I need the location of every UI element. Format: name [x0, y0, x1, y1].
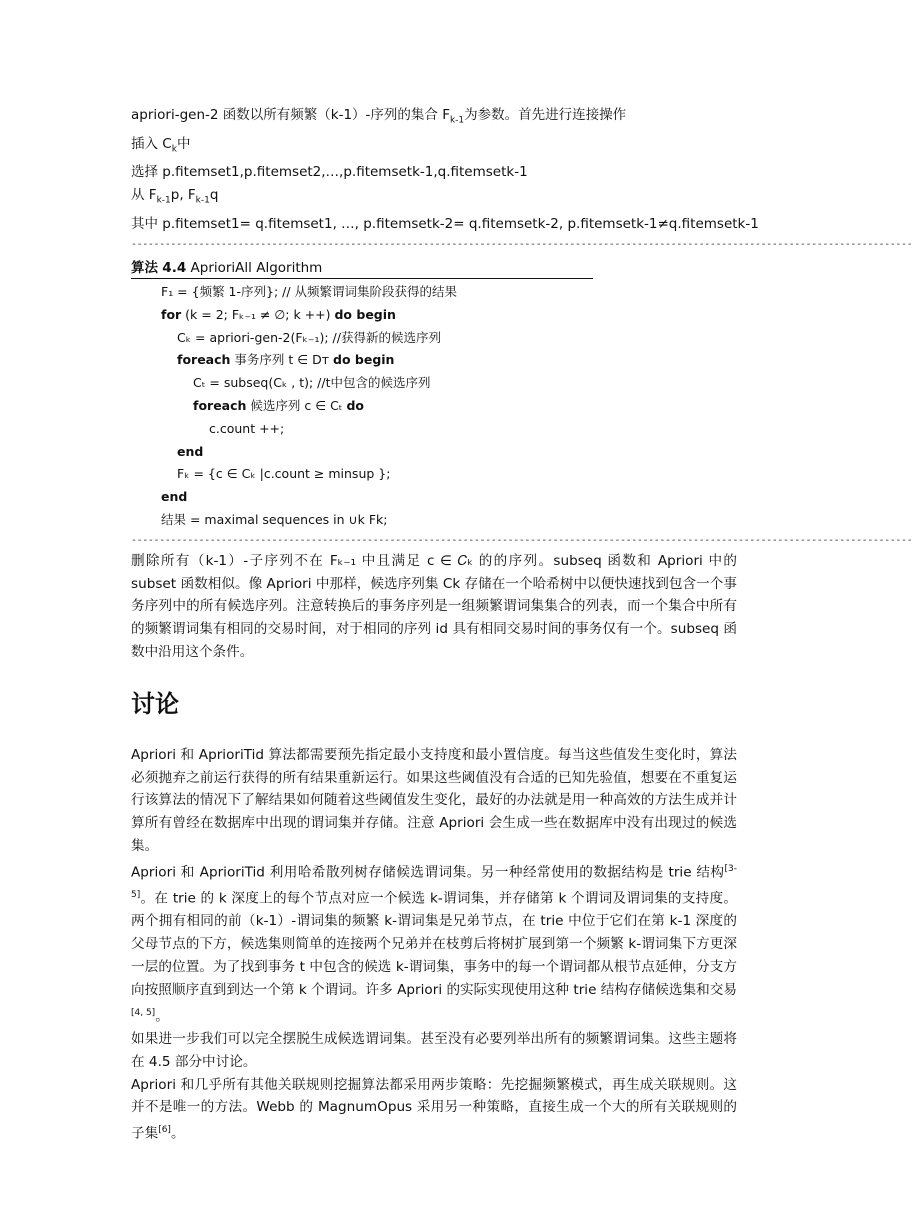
algo-line-2: for (k = 2; Fₖ₋₁ ≠ ∅; k ++) do begin [161, 306, 396, 322]
divider-bottom: ------------------------------------------------------------------------------------------------------------------------------------------- [131, 534, 912, 546]
intro-line-3: 选择 p.fitemset1,p.fitemset2,…,p.fitemsetk-1,q.fitemsetk-1 [131, 164, 528, 181]
after-algorithm-paragraph: 删除所有（k-1）-子序列不在 Fₖ₋₁ 中且满足 c ∈ 𝐶ₖ 的的序列。subseq 函数和 Apriori 中的 subset 函数相似。像 Apriori 中那样，候选序列集 Ck 存储在一个哈希树中以便快速找到包含一个事务序列中的所有候选序列。注意转换后的事务序列是一组频繁谓词集集合的列表，而一个集合中所有的频繁谓词集有相同的交易时间，对于相同的序列 id 具有相同交易时间的事务仅有一个。subseq 函数中沿用这个条件。 [131, 552, 737, 661]
algo-line-8: end [177, 443, 204, 459]
algorithm-label: 算法 [131, 260, 158, 277]
algo-line-7: c.count ++; [209, 420, 285, 436]
intro-line-1: apriori-gen-2 函数以所有频繁（k-1）-序列的集合 $F_{k-1}$为参数。首先进行连接操作 [131, 107, 627, 126]
algo-line-6: foreach 候选序列 c ∈ Cₜ do [193, 398, 365, 414]
algo-line-4: foreach 事务序列 t ∈ Dᴛ do begin [177, 352, 395, 368]
algo-line-11: 结果 = maximal sequences in ∪k Fk; [161, 512, 388, 528]
algo-line-1: F₁ = {频繁 1-序列}; // 从频繁谓词集阶段获得的结果 [161, 284, 458, 300]
paragraph-4: Apriori 和几乎所有其他关联规则挖掘算法都采用两步策略：先挖掘频繁模式，再生成关联规则。这并不是唯一的方法。Webb 的 MagnumOpus 采用另一种策略，直接生成一个大的所有关联规则的子集[6]。 [131, 1076, 737, 1142]
algorithm-body [131, 281, 737, 532]
section-heading: 讨论 [131, 689, 179, 718]
algorithm-name: AprioriAll Algorithm [190, 260, 323, 277]
paragraph-1: Apriori 和 AprioriTid 算法都需要预先指定最小支持度和最小置信度。每当这些值发生变化时，算法必须抛弃之前运行获得的所有结果重新运行。如果这些阈值没有合适的已知先验值，想要在不重复运行该算法的情况下了解结果如何随着这些阈值发生变化，最好的办法就是用一种高效的方法生成并计算所有曾经在数据库中出现的谓词集并存储。注意 Apriori 会生成一些在数据库中没有出现过的候选集。 [131, 746, 737, 854]
algo-line-3: Cₖ = apriori-gen-2(Fₖ₋₁); //获得新的候选序列 [177, 329, 441, 345]
algo-line-5: Cₜ = subseq(Cₖ , t); //t中包含的候选序列 [193, 375, 431, 391]
intro-line-4: 从 $F_{k-1}p$, $F_{k-1}q$ [131, 187, 219, 207]
citation: [3-5] [131, 863, 737, 901]
paragraph-3: 如果进一步我们可以完全摆脱生成候选谓词集。甚至没有必要列举出所有的频繁谓词集。这些主题将在 4.5 部分中讨论。 [131, 1030, 737, 1070]
algo-line-10: end [161, 489, 188, 505]
citation: [6] [158, 1125, 171, 1136]
citation: [4, 5] [131, 1007, 156, 1018]
algorithm-title [131, 258, 593, 279]
intro-line-2: 插入 $C_k$中 [131, 135, 191, 155]
document-page [131, 104, 912, 1145]
paragraph-2: Apriori 和 AprioriTid 利用哈希散列树存储候选谓词集。另一种经常使用的数据结构是 trie 结构[3-5]。在 trie 的 k 深度上的每个节点对应一个候选 k-谓词集，并存储第 k 个谓词及谓词集的支持度。两个拥有相同的前（k-1）-谓词集的频繁 k-谓词集是兄弟节点，在 trie 中位于它们在第 k-1 深度的父母节点的下方，候选集则简单的连接两个兄弟并在枝剪后将树扩展到第一个频繁 k-谓词集下方更深一层的位置。为了找到事务 t 中包含的候选 k-谓词集，事务中的每一个谓词都从根节点延伸，分支方向按照顺序直到到达一个第 k 个谓词。许多 Apriori 的实际实现使用这种 trie 结构存储候选集和交易[4, 5]。 [131, 863, 737, 1025]
algorithm-number: 4.4 [162, 260, 187, 277]
intro-line-5: 其中 p.fitemset1= q.fitemset1, …, p.fitemsetk-2= q.fitemsetk-2, p.fitemsetk-1≠q.fitemsetk-1 [131, 216, 759, 233]
divider-top: ------------------------------------------------------------------------------------------------------------------------------------------- [131, 239, 912, 251]
algo-line-9: Fₖ = {c ∈ Cₖ |c.count ≥ minsup }; [177, 466, 391, 482]
